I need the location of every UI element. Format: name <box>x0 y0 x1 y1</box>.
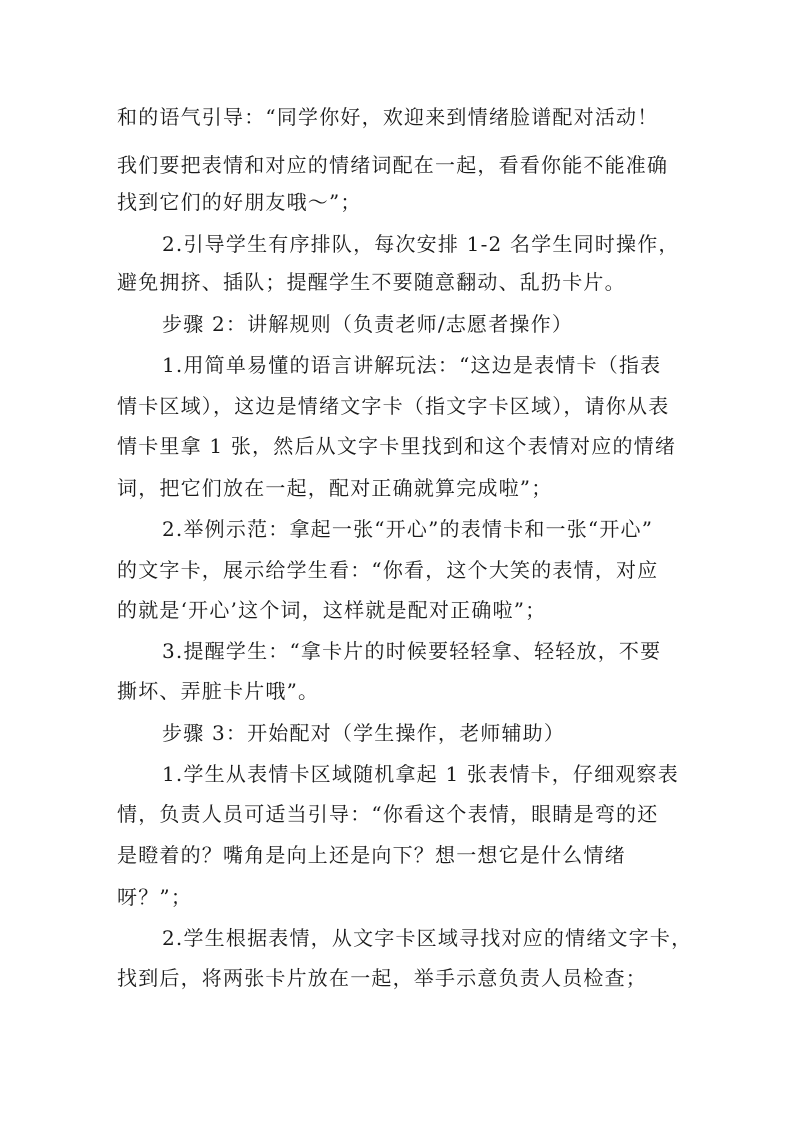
body-text-line: 的就是‘开心’这个词，这样就是配对正确啦”； <box>117 598 547 622</box>
body-text-line: 情卡区域），这边是情绪文字卡（指文字卡区域），请你从表 <box>117 394 670 418</box>
list-item-line: 1.学生从表情卡区域随机拿起 1 张表情卡，仔细观察表 <box>162 762 679 786</box>
body-text-line: 我们要把表情和对应的情绪词配在一起，看看你能不能准确 <box>117 153 669 177</box>
list-item-line: 1.用简单易懂的语言讲解玩法：“这边是表情卡（指表 <box>162 353 662 377</box>
body-text-line: 情卡里拿 1 张，然后从文字卡里找到和这个表情对应的情绪 <box>117 434 677 458</box>
body-text-line: 呀？”； <box>117 885 193 909</box>
step-heading: 步骤 3：开始配对（学生操作，老师辅助） <box>162 721 566 745</box>
body-text-line: 是瞪着的？嘴角是向上还是向下？想一想它是什么情绪 <box>117 843 626 867</box>
body-text-line: 的文字卡，展示给学生看：“你看，这个大笑的表情，对应 <box>117 558 659 582</box>
list-item-line: 2.举例示范：拿起一张“开心”的表情卡和一张“开心” <box>162 517 654 541</box>
step-heading: 步骤 2：讲解规则（负责老师/志愿者操作） <box>162 312 574 336</box>
list-item-line: 2.学生根据表情，从文字卡区域寻找对应的情绪文字卡， <box>162 926 693 950</box>
body-text-line: 词，把它们放在一起，配对正确就算完成啦”； <box>117 476 553 500</box>
body-text-line: 和的语气引导：“同学你好，欢迎来到情绪脸谱配对活动！ <box>117 105 659 129</box>
list-item-line: 2.引导学生有序排队，每次安排 1-2 名学生同时操作， <box>162 232 680 256</box>
body-text-line: 找到后，将两张卡片放在一起，举手示意负责人员检查； <box>117 966 647 990</box>
list-item-line: 3.提醒学生：“拿卡片的时候要轻轻拿、轻轻放，不要 <box>162 639 662 663</box>
body-text-line: 撕坏、弄脏卡片哦”。 <box>117 679 320 703</box>
body-text-line: 情，负责人员可适当引导：“你看这个表情，眼睛是弯的还 <box>117 802 659 826</box>
body-text-line: 避免拥挤、插队；提醒学生不要随意翻动、乱扔卡片。 <box>117 270 626 294</box>
body-text-line: 找到它们的好朋友哦～”； <box>117 190 362 214</box>
